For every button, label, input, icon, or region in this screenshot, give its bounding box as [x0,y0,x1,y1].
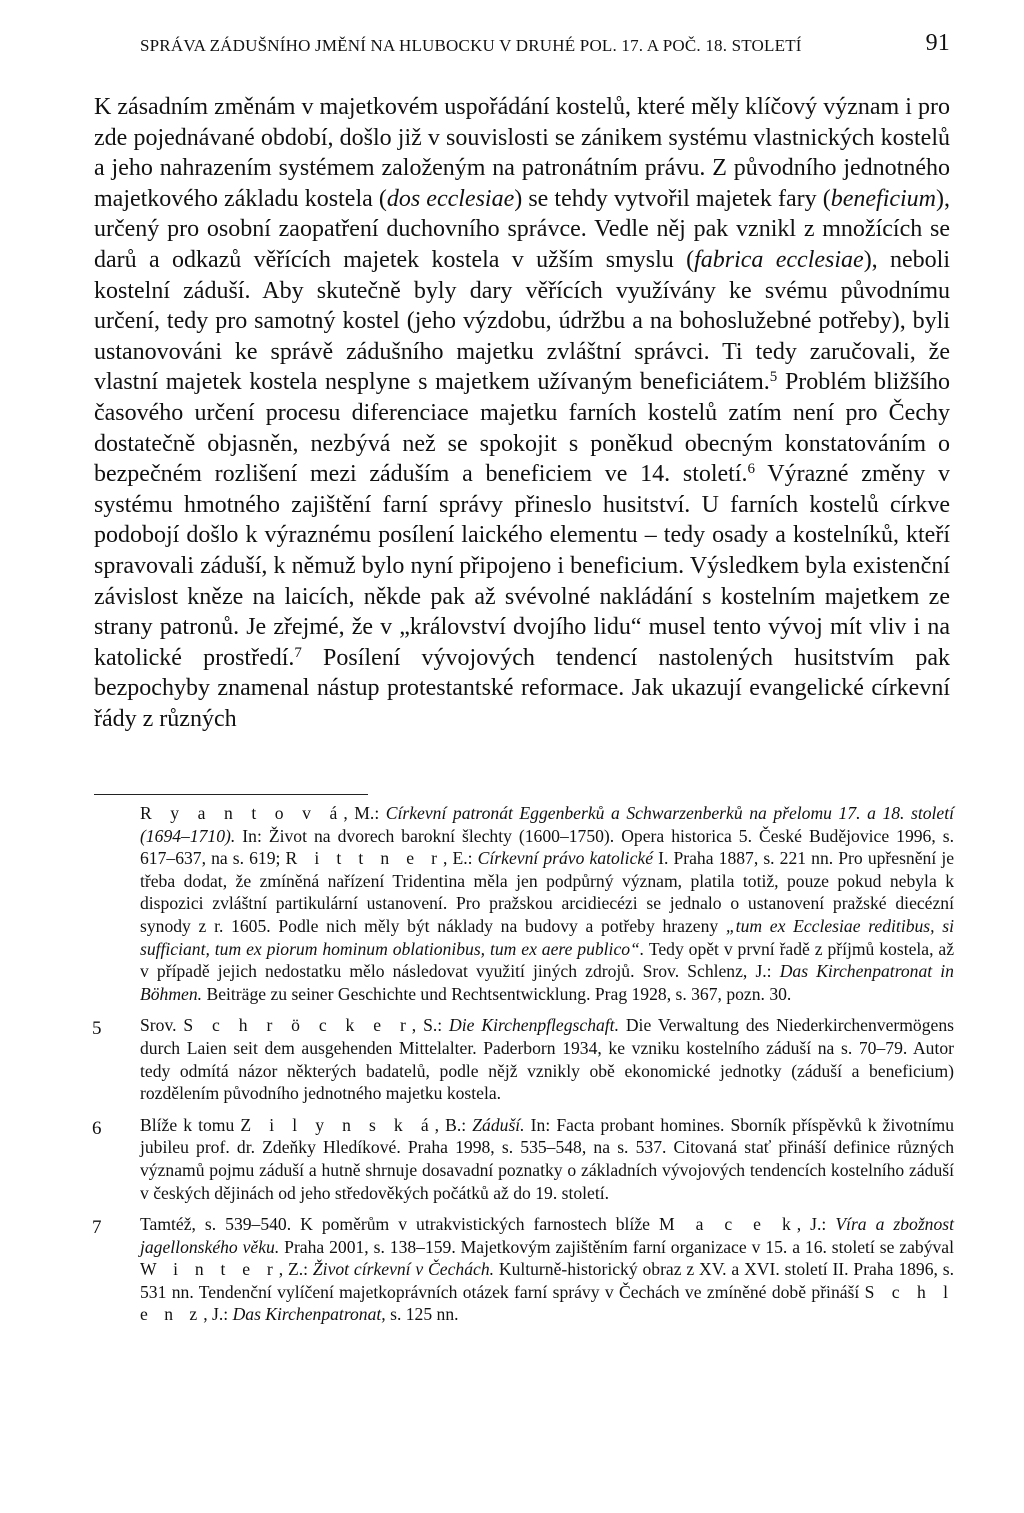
text-run: s. 125 nn. [385,1304,459,1325]
body-paragraph [94,92,950,734]
footnote-ref[interactable]: 6 [747,461,756,478]
text-run: In: Život na dvorech barokní šlechty (1600–1750). Opera historica 5. České Budějovice 1996, s. 617–637, na s. 619; [140,825,954,869]
work-title: Die Kirchenpflegschaft. [449,1015,619,1036]
footnotes [92,802,954,1335]
body-text-run: Výrazné změny v systému hmotného zajištění farní správy přineslo husitství. U farních kostelů církve podobojí došlo k výraznému posílení laického elementu – tedy osady a kostelníků, kteří spravovali záduší, k němuž bylo nyní připojeno i beneficium. Výsledkem byla existenční závislost kněze na laicích, někde pak až svévolné nakládání s kostelním majetkem ze strany patronů. Je zřejmé, že v „království dvojího lidu“ musel tento vývoj mít vliv i na katolické prostředí. [94,461,950,671]
author-name: R y a n t o v á [140,803,344,823]
author-name: R i t t n e r [285,848,444,869]
footnote-number: 5 [92,1018,102,1040]
text-run: , B.: [434,1114,473,1135]
text-run: Kulturně-historický obraz z XV. a XVI. století II. Praha 1896, s. 531 nn. Tendenční vylíčení majetkoprávních otázek farní správy v Čechách ve zmíněné době přináší [140,1259,954,1302]
text-run: Blíže k tomu [140,1114,241,1135]
latin-term: fabrica ecclesiae [694,246,864,273]
footnote-5 [92,1014,954,1104]
text-run: , J.: [796,1214,836,1235]
latin-term: dos ecclesiae [386,185,515,212]
body-text-run: ), neboli kostelní záduší. Aby skutečně byly dary věřících využívány ke svému původnímu určení, tedy pro samotný kostel (jeho výzdobu, údržbu a na bohoslužebné potřeby), byli ustanovováni ke správě zádušního majetku zvláštní správci. Ti tedy zaručovali, že vlastní majetek kostela nesplyne s majetkem užívaným beneficiátem. [94,246,950,396]
footnote-ref[interactable]: 7 [294,644,302,661]
page-number: 91 [925,30,950,56]
text-run: , S.: [411,1015,450,1036]
footnote-separator [94,794,368,795]
footnote-text [132,802,954,1005]
work-title: Církevní patronát Eggenberků a Schwarzenberků na přelomu 17. a 18. století (1694–1710). [140,803,954,846]
text-run: Beiträge zu seiner Geschichte und Rechtsentwicklung. Prag 1928, s. 367, pozn. 30. [202,983,792,1004]
text-run: In: Facta probant homines. Sborník příspěvků k životnímu jubileu prof. dr. Zdeňky Hledíkové. Praha 1998, s. 535–548, na s. 537. Citovaná stať přináší definice různých významů pojmu záduší a hutně shrnuje dosavadní poznatky o základních vývojových tendencích kostelního záduší v českých dějinách od jeho středověkých počátků až do 19. století. [140,1114,955,1203]
latin-quote: „tum ex Ecclesiae reditibus, si sufficiant, tum ex piorum hominum oblationibus, tum ex aere publico“. [140,915,954,959]
text-run: , Z.: [278,1259,313,1280]
text-run: , M.: [343,803,386,823]
author-name: W i n t e r [140,1259,279,1280]
body-text-run: Posílení vývojových tendencí nastolených husitstvím pak bezpochyby znamenal nástup protestantské reformace. Jak ukazují evangelické církevní řády z různých [94,644,951,732]
footnote-number: 7 [92,1217,102,1239]
footnote-number: 6 [92,1117,102,1139]
text-run: Die Verwaltung des Niederkirchenvermögens durch Laien seit dem ausgehenden Mittelalter. Paderborn 1934, ke vzniku kostelního záduší na s. 70–79. Autor tedy odmítá názor některých badatelů, podle nějž vznikly obě ekonomické jednotky (záduší a beneficium) rozdělením původního jednotného majetku kostela. [140,1015,954,1104]
footnote-7 [92,1213,954,1326]
author-name: M a c e k [658,1214,797,1235]
footnote-text [132,1213,954,1326]
body-text-run: ) se tehdy vytvořil majetek fary ( [514,185,831,212]
running-header [140,30,950,56]
footnote-text [132,1114,954,1204]
work-title: Život církevní v Čechách. [312,1259,495,1280]
body-text-run: K zásadním změnám v majetkovém uspořádání kostelů, které měly klíčový význam i pro zde pojednávané období, došlo již v souvislosti se zánikem systému vlastnických kostelů a jeho nahrazením systémem založeným na patronátním právu. Z původního jednotného majetkového základu kostela ( [94,94,950,212]
work-title: Das Kirchenpatronat, [232,1304,386,1325]
work-title: Záduší. [472,1114,525,1135]
footnote-continuation [92,802,954,1005]
footnote-6 [92,1114,954,1204]
footnote-number [92,802,132,1005]
text-run: I. Praha 1887, s. 221 nn. Pro upřesnění je třeba dodat, že zmíněná nařízení Tridentina měla jen podpůrný význam, platila totiž, pouze pokud nebyla k dispozici zvláštní partikulární ustanovení. Pro pražskou arcidiecézi se jednalo o ustanovení pražské diecézní synody z r. 1605. Podle nich měly být náklady na budovy a potřeby hrazeny [140,848,955,936]
author-name: Z i l y n s k á [240,1114,435,1135]
author-name: S c h r ö c k e r [183,1015,412,1036]
author-name: S c h l e n z [140,1281,954,1325]
text-run: Srov. [140,1015,184,1036]
main-text [94,92,950,734]
text-run: , E.: [443,848,478,869]
footnote-ref[interactable]: 5 [769,369,778,386]
work-title: Církevní právo katolické [477,848,654,869]
latin-term: beneficium [830,185,937,212]
body-text-run: Problém bližšího časového určení procesu diferenciace majetku farních kostelů zatím není pro Čechy dostatečně objasněn, nezbývá než se spokojit s poněkud obecným konstatováním o bezpečném rozlišení mezi záduším a beneficiem ve 14. století. [94,369,950,488]
work-title: Das Kirchenpatronat in Böhmen. [140,961,954,1004]
text-run: Praha 2001, s. 138–159. Majetkovým zajištěním farní organizace v 15. a 16. století se zabýval [279,1236,954,1257]
text-run: Tamtéž, s. 539–540. K poměrům v utrakvistických farnostech blíže [140,1214,659,1235]
text-run: Tedy opět v první řadě z příjmů kostela, až v případě jejich nedostatku mělo následovat využití jiných zdrojů. Srov. Schlenz, J.: [140,938,955,982]
body-text-run: ), určený pro osobní zaopatření duchovního správce. Vedle něj pak vznikl z množících se darů a odkazů věřících majetek kostela v užším smyslu ( [94,185,951,273]
running-title: SPRÁVA ZÁDUŠNÍHO JMĚNÍ NA HLUBOCKU V DRUHÉ POL. 17. A POČ. 18. STOLETÍ [140,36,802,55]
footnote-text [132,1014,954,1104]
text-run: , J.: [203,1304,233,1325]
work-title: Víra a zbožnost jagellonského věku. [140,1214,954,1257]
